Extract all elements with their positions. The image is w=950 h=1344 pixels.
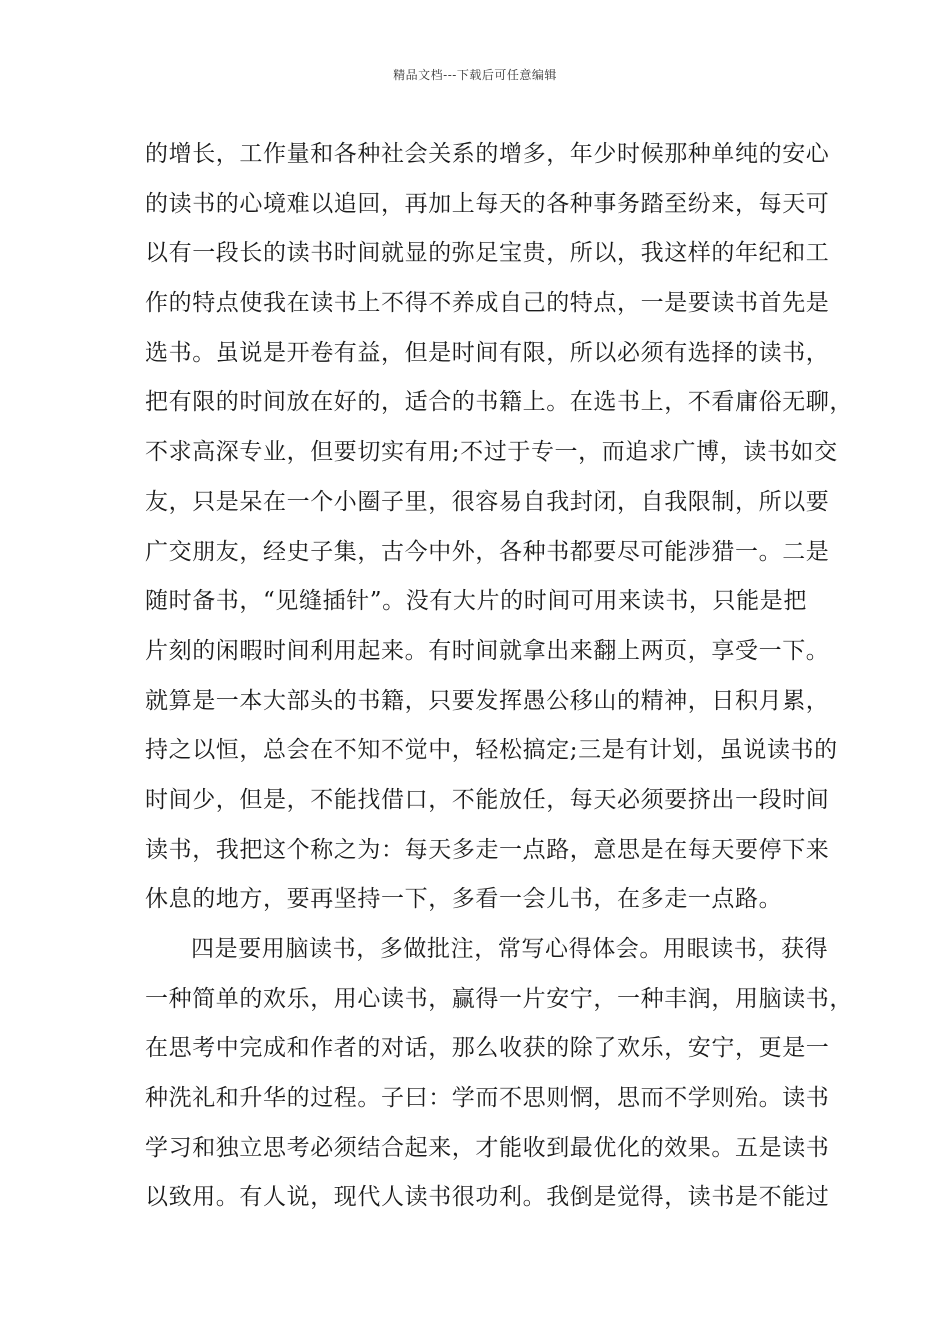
text-line: 以有一段长的读书时间就显的弥足宝贵，所以，我这样的年纪和工 — [145, 240, 830, 267]
text-line: 的读书的心境难以追回，再加上每天的各种事务踏至纷来，每天可 — [145, 190, 830, 217]
body-text — [145, 130, 853, 1223]
text-line: 作的特点使我在读书上不得不养成自己的特点，一是要读书首先是 — [145, 290, 830, 317]
paragraph-first-line: 四是要用脑读书，多做批注，常写心得体会。用眼读书，获得 — [191, 936, 829, 962]
text-line: 学习和独立思考必须结合起来，才能收到最优化的效果。五是读书 — [145, 1134, 830, 1161]
text-line: 友，只是呆在一个小圈子里，很容易自我封闭，自我限制，所以要 — [145, 488, 830, 515]
text-line: 时间少，但是，不能找借口，不能放任，每天必须要挤出一段时间 — [145, 786, 830, 813]
text-line: 休息的地方，要再坚持一下，多看一会儿书，在多走一点路。 — [145, 886, 783, 913]
text-line: 的增长，工作量和各种社会关系的增多，年少时候那种单纯的安心 — [145, 141, 830, 167]
text-line: 读书，我把这个称之为：每天多走一点路，意思是在每天要停下来 — [145, 836, 830, 863]
text-line: 选书。虽说是开卷有益，但是时间有限，所以必须有选择的读书， — [145, 339, 830, 366]
text-line: 把有限的时间放在好的，适合的书籍上。在选书上，不看庸俗无聊， — [145, 389, 853, 416]
text-line: 种洗礼和升华的过程。子曰：学而不思则惘，思而不学则殆。读书 — [145, 1085, 830, 1112]
text-line: 一种简单的欢乐，用心读书，赢得一片安宁，一种丰润，用脑读书， — [145, 985, 853, 1012]
text-line: 不求高深专业，但要切实有用;不过于专一，而追求广博，读书如交 — [145, 439, 838, 466]
text-line: 广交朋友，经史子集，古今中外，各种书都要尽可能涉猎一。二是 — [145, 538, 830, 565]
page-header: 精品文档---下载后可任意编辑 — [393, 68, 557, 82]
text-line: 以致用。有人说，现代人读书很功利。我倒是觉得，读书是不能过 — [145, 1184, 830, 1211]
text-line: 随时备书，“见缝插针”。没有大片的时间可用来读书，只能是把 — [145, 588, 807, 615]
text-line: 在思考中完成和作者的对话，那么收获的除了欢乐，安宁，更是一 — [145, 1035, 830, 1062]
text-line: 就算是一本大部头的书籍，只要发挥愚公移山的精神，日积月累， — [145, 687, 830, 714]
text-line: 片刻的闲暇时间利用起来。有时间就拿出来翻上两页，享受一下。 — [145, 637, 830, 664]
text-line: 持之以恒，总会在不知不觉中，轻松搞定;三是有计划，虽说读书的 — [145, 737, 838, 764]
